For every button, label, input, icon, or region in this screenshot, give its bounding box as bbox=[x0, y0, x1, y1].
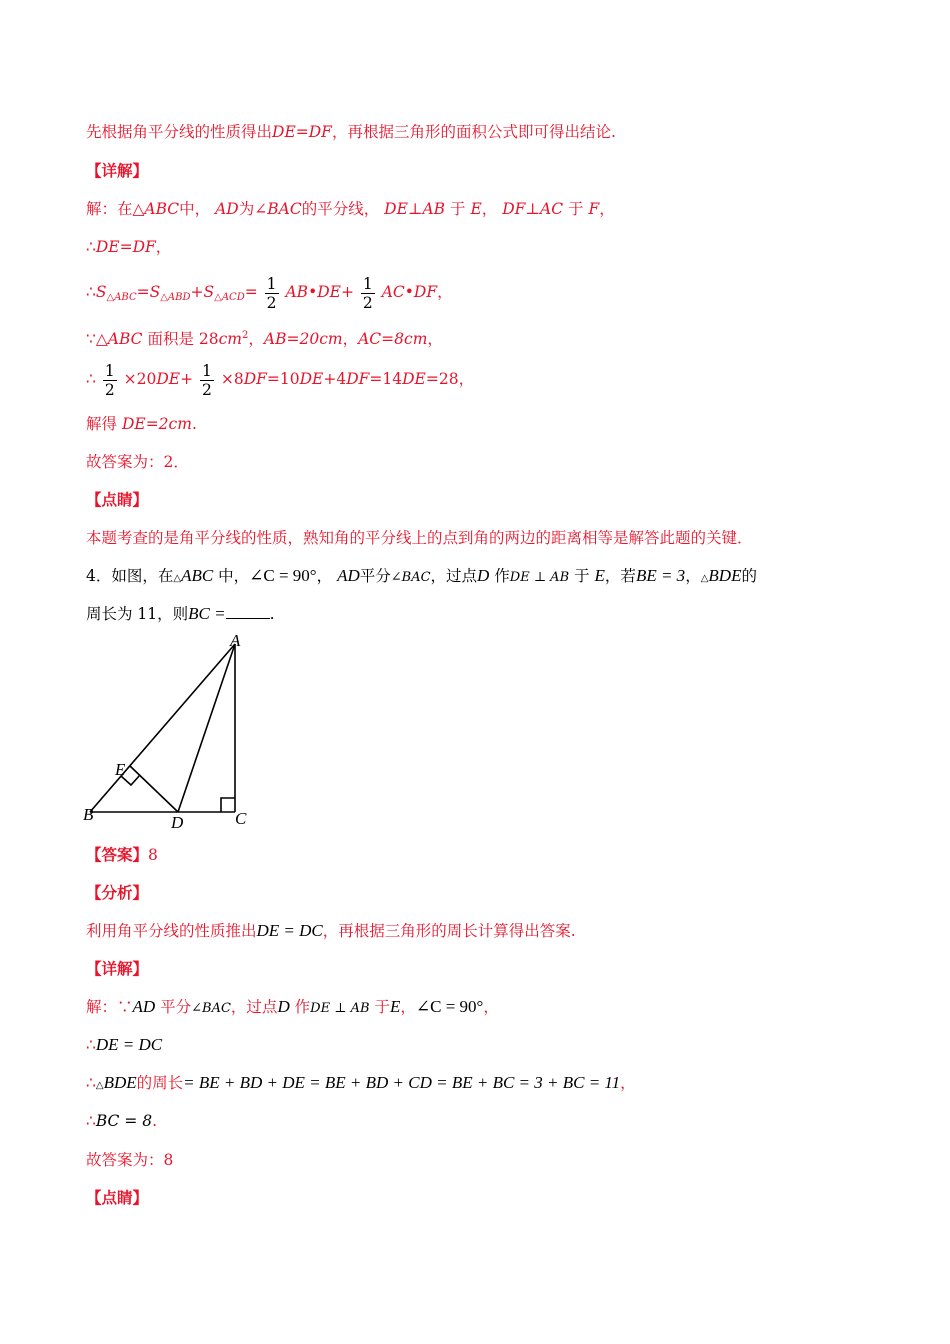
math: S bbox=[95, 283, 107, 301]
text: ， bbox=[483, 998, 499, 1016]
text: 解得 bbox=[86, 415, 118, 433]
math: D bbox=[277, 997, 290, 1016]
therefore-symbol: ∴ bbox=[86, 1074, 96, 1092]
math: DF bbox=[502, 200, 526, 218]
text: =14 bbox=[369, 370, 403, 388]
math: DE ⊥ AB bbox=[509, 570, 570, 585]
solution-step-1 bbox=[86, 198, 615, 220]
math: DE bbox=[299, 370, 324, 388]
triangle-symbol: △ bbox=[173, 573, 182, 584]
text: 周长为 11，则 bbox=[86, 605, 189, 623]
text: ， bbox=[481, 200, 498, 218]
because-symbol: ∵△ bbox=[86, 330, 108, 348]
denominator: 2 bbox=[202, 380, 212, 399]
text: . bbox=[152, 1112, 158, 1130]
text: ×20 bbox=[123, 370, 157, 388]
detail-step-1 bbox=[86, 996, 499, 1020]
therefore-symbol: ∴ bbox=[86, 283, 96, 301]
text: 于 bbox=[568, 200, 584, 218]
detail-step-2 bbox=[86, 1034, 162, 1056]
text: 解：在△ bbox=[86, 200, 145, 218]
math: DE=2cm bbox=[121, 415, 192, 433]
math: BDE bbox=[708, 566, 742, 585]
math: D bbox=[477, 566, 490, 585]
text: ，若 bbox=[604, 567, 636, 585]
text: 面积是 28 bbox=[147, 330, 219, 348]
fraction-half bbox=[103, 362, 117, 399]
math: ∠C = 90° bbox=[415, 997, 484, 1016]
text: ×8 bbox=[220, 370, 244, 388]
answer-line bbox=[86, 844, 158, 866]
text: . bbox=[191, 415, 197, 433]
text: ， bbox=[599, 200, 615, 218]
math: DE = DC bbox=[95, 1035, 163, 1054]
text: ， bbox=[342, 330, 359, 348]
math: E bbox=[470, 200, 482, 218]
segment-ad bbox=[178, 644, 235, 812]
therefore-symbol: ∴ bbox=[86, 1036, 96, 1054]
math: ∠BAC bbox=[390, 570, 431, 585]
text: ， bbox=[248, 330, 264, 348]
text: 中， bbox=[218, 567, 250, 585]
section-heading-detail: 【详解】 bbox=[86, 161, 149, 180]
solution-hint-line bbox=[86, 121, 616, 143]
math: AD bbox=[215, 200, 239, 218]
math: DF bbox=[346, 370, 370, 388]
text: 的周长 bbox=[136, 1074, 184, 1092]
text: ， bbox=[400, 998, 416, 1016]
math: BE = 3 bbox=[635, 566, 686, 585]
text: ，过点 bbox=[430, 567, 478, 585]
solution-step-4 bbox=[86, 325, 443, 350]
math: DE ⊥ AB bbox=[310, 1001, 370, 1016]
fraction-half bbox=[361, 275, 375, 312]
question-4-line-1 bbox=[86, 565, 757, 590]
text: + bbox=[340, 283, 354, 301]
math: S bbox=[203, 283, 215, 301]
text: =28， bbox=[425, 370, 475, 388]
text: 的 bbox=[741, 567, 757, 585]
text: 于 bbox=[450, 200, 466, 218]
text: ⊥ bbox=[407, 200, 423, 218]
text: 作 bbox=[494, 567, 510, 585]
label-c: C bbox=[235, 809, 247, 828]
math: E bbox=[594, 566, 605, 585]
text: ，再根据三角形的面积公式即可得出结论. bbox=[331, 123, 616, 141]
text: ， bbox=[155, 238, 172, 256]
math: DE bbox=[384, 200, 408, 218]
math: F bbox=[588, 200, 600, 218]
text: ，过点 bbox=[230, 998, 278, 1016]
triangle-symbol: △ bbox=[700, 573, 709, 584]
answer-statement-1: 故答案为：2． bbox=[86, 453, 189, 471]
solution-step-2 bbox=[86, 236, 171, 258]
answer-label: 【答案】 bbox=[86, 845, 149, 864]
point-summary: 本题考查的是角平分线的性质，熟知角的平分线上的点到角的两边的距离相等是解答此题的关键． bbox=[86, 529, 753, 547]
math: BC = bbox=[188, 604, 226, 623]
text: ， bbox=[427, 330, 443, 348]
section-heading-analysis: 【分析】 bbox=[86, 883, 149, 902]
math: = BE + BD + DE = BE + BD + CD = BE + BC = 3 + BC = 11 bbox=[183, 1073, 621, 1092]
math: BDE bbox=[103, 1073, 137, 1092]
text: ⊥ bbox=[525, 200, 540, 218]
text: 利用角平分线的性质推出 bbox=[86, 922, 257, 940]
text: =10 bbox=[266, 370, 300, 388]
text: + bbox=[180, 370, 194, 388]
segment-ab bbox=[90, 644, 235, 812]
text: +4 bbox=[323, 370, 347, 388]
superscript: 2 bbox=[242, 330, 249, 341]
math: AB•DE bbox=[285, 283, 341, 301]
math: AD bbox=[337, 566, 360, 585]
segment-de bbox=[130, 766, 178, 812]
therefore-symbol: ∴ bbox=[86, 370, 96, 388]
numerator: 1 bbox=[266, 274, 277, 293]
text: ， bbox=[685, 567, 701, 585]
text: ， bbox=[620, 1074, 636, 1092]
text: 先根据角平分线的性质得出 bbox=[86, 123, 273, 141]
math: S bbox=[149, 283, 161, 301]
math-de-df: DE=DF bbox=[272, 123, 332, 141]
text: 平分 bbox=[359, 567, 391, 585]
text: + bbox=[190, 283, 204, 301]
fraction-half bbox=[200, 362, 214, 399]
solution-step-6 bbox=[86, 413, 197, 435]
math: BAC bbox=[267, 200, 302, 218]
subscript: △ACD bbox=[214, 292, 245, 303]
text: 解：∵ bbox=[86, 998, 133, 1016]
text: . bbox=[269, 605, 275, 623]
label-b: B bbox=[83, 805, 94, 824]
denominator: 2 bbox=[104, 380, 115, 399]
text: 中， bbox=[179, 200, 211, 218]
text: 于 bbox=[574, 567, 590, 585]
math: DE bbox=[156, 370, 181, 388]
text: 于 bbox=[374, 998, 390, 1016]
numerator: 1 bbox=[362, 274, 373, 293]
text: 作 bbox=[294, 998, 311, 1016]
detail-step-3 bbox=[86, 1072, 636, 1097]
text: 的平分线， bbox=[301, 200, 380, 218]
math: AB bbox=[422, 200, 446, 218]
math: ABC bbox=[107, 330, 143, 348]
question-4-line-2 bbox=[86, 603, 275, 625]
math: E bbox=[389, 997, 401, 1016]
detail-step-4 bbox=[86, 1110, 157, 1132]
text: = bbox=[136, 283, 150, 301]
denominator: 2 bbox=[362, 293, 373, 312]
math: AC bbox=[540, 200, 564, 218]
math: cm bbox=[218, 330, 243, 348]
text: ，再根据三角形的周长计算得出答案. bbox=[322, 922, 576, 940]
answer-value: 8 bbox=[148, 846, 158, 864]
numerator: 1 bbox=[202, 361, 212, 380]
text: ， bbox=[437, 283, 453, 301]
answer-blank bbox=[226, 604, 270, 619]
math: AC=8cm bbox=[358, 330, 428, 348]
fraction-half bbox=[265, 275, 279, 312]
subscript: △ABD bbox=[160, 292, 191, 303]
therefore-symbol: ∴ bbox=[86, 238, 96, 256]
text: 为∠ bbox=[238, 200, 268, 218]
math: DE = DC bbox=[256, 921, 323, 940]
math: ABC bbox=[181, 566, 214, 585]
answer-statement-2: 故答案为：8 bbox=[86, 1151, 174, 1169]
therefore-symbol: ∴ bbox=[86, 1112, 96, 1130]
math: AB=20cm bbox=[263, 330, 343, 348]
math: AC•DF bbox=[381, 283, 438, 301]
text: ， bbox=[316, 567, 333, 585]
subscript: △ABC bbox=[106, 292, 137, 303]
text: 4．如图，在 bbox=[86, 567, 174, 585]
label-a: A bbox=[230, 632, 241, 650]
section-heading-detail-2: 【详解】 bbox=[86, 959, 149, 978]
label-e: E bbox=[115, 760, 126, 779]
numerator: 1 bbox=[104, 361, 115, 380]
denominator: 2 bbox=[266, 293, 277, 312]
math: DF bbox=[243, 370, 267, 388]
math: ABC bbox=[144, 200, 180, 218]
analysis-text bbox=[86, 920, 576, 942]
text: = bbox=[244, 283, 258, 301]
triangle-symbol: △ bbox=[95, 1080, 104, 1091]
triangle-figure bbox=[80, 632, 260, 832]
math: AD bbox=[132, 997, 156, 1016]
math: BC = 8 bbox=[95, 1112, 153, 1130]
section-heading-point-2: 【点睛】 bbox=[86, 1188, 149, 1207]
label-d: D bbox=[171, 813, 184, 832]
solution-step-5 bbox=[86, 357, 474, 401]
text: 平分 bbox=[160, 998, 192, 1016]
math: ∠C = 90° bbox=[249, 566, 317, 585]
math: DE bbox=[402, 370, 426, 388]
solution-step-3 bbox=[86, 270, 453, 320]
math: ∠BAC bbox=[191, 1001, 231, 1016]
right-angle-mark-c bbox=[221, 798, 235, 812]
math: DE=DF bbox=[95, 238, 156, 256]
section-heading-point: 【点睛】 bbox=[86, 490, 149, 509]
